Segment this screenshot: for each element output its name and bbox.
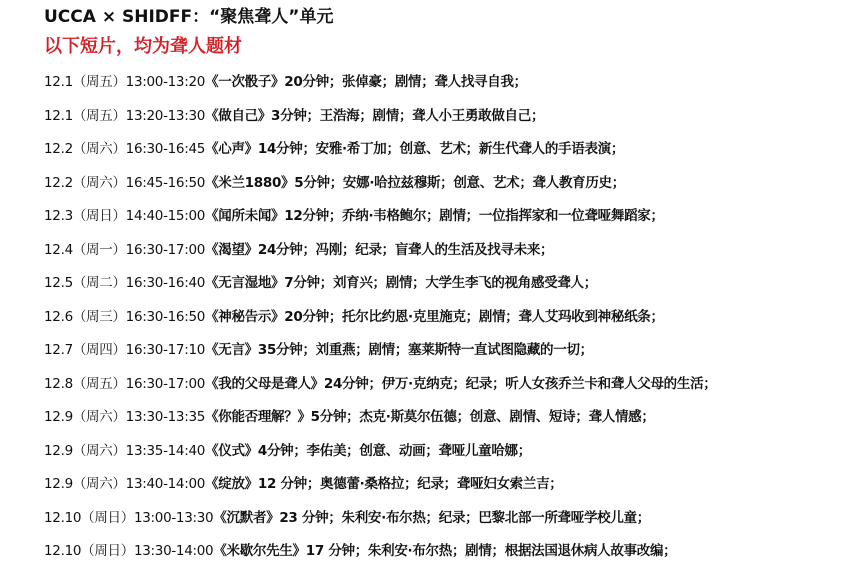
- film-details: 《米歇尔先生》17 分钟；朱利安·布尔热；剧情；根据法国退休病人故事改编；: [213, 543, 677, 559]
- screening-list: [44, 66, 856, 566]
- screening-time: 13:40-14:00: [125, 476, 206, 492]
- film-details: 《一次骰子》20分钟；张倬豪；剧情；聋人找寻自我；: [205, 74, 527, 90]
- list-item: [44, 100, 856, 134]
- screening-time: 16:45-16:50: [125, 174, 206, 191]
- page-title: UCCA × SHIDFF：“聚焦聋人”单元: [44, 7, 334, 27]
- list-item: [44, 435, 856, 469]
- screening-date: 12.2（周六）: [44, 141, 126, 157]
- screening-date: 12.3（周日）: [44, 208, 126, 224]
- list-item: [44, 535, 856, 566]
- list-item: [44, 234, 856, 268]
- screening-date: 12.4（周一）: [44, 241, 126, 258]
- film-details: 《渴望》24分钟；冯刚；纪录；盲聋人的生活及找寻未来；: [205, 241, 554, 258]
- list-item: [44, 301, 856, 335]
- list-item: [44, 267, 856, 301]
- film-details: 《闻所未闻》12分钟；乔纳·韦格鲍尔；剧情；一位指挥家和一位聋哑舞蹈家；: [205, 208, 664, 224]
- screening-date: 12.10（周日）: [44, 509, 134, 526]
- screening-time: 16:30-16:45: [125, 141, 206, 157]
- list-item: [44, 468, 856, 502]
- screening-date: 12.6（周三）: [44, 308, 126, 325]
- screening-time: 16:30-17:00: [125, 375, 206, 392]
- film-details: 《无言湿地》7分钟；刘育兴；剧情；大学生李飞的视角感受聋人；: [205, 275, 597, 291]
- screening-time: 13:30-14:00: [133, 543, 214, 559]
- film-details: 《无言》35分钟；刘重燕；剧情；塞莱斯特一直试图隐藏的一切；: [205, 342, 593, 358]
- screening-date: 12.10（周日）: [44, 543, 134, 559]
- list-item: [44, 66, 856, 100]
- screening-time: 13:35-14:40: [125, 442, 206, 459]
- film-details: 《仪式》4分钟；李佑美；创意、动画；聋哑儿童哈娜；: [205, 442, 531, 459]
- film-details: 《绽放》12 分钟；奥德蕾·桑格拉；纪录；聋哑妇女索兰吉；: [205, 476, 563, 492]
- document-page: [44, 6, 856, 566]
- screening-date: 12.2（周六）: [44, 174, 126, 191]
- screening-date: 12.7（周四）: [44, 342, 126, 358]
- screening-time: 13:20-13:30: [125, 107, 206, 124]
- film-details: 《我的父母是聋人》24分钟；伊万·克纳克；纪录；听人女孩乔兰卡和聋人父母的生活；: [205, 375, 717, 392]
- screening-time: 13:00-13:20: [125, 74, 206, 90]
- screening-date: 12.9（周六）: [44, 442, 126, 459]
- film-details: 《你能否理解？》5分钟；杰克·斯莫尔伍德；创意、剧情、短诗；聋人情感；: [205, 409, 655, 425]
- list-item: [44, 200, 856, 234]
- list-item: [44, 167, 856, 201]
- list-item: [44, 401, 856, 435]
- screening-date: 12.8（周五）: [44, 375, 126, 392]
- screening-time: 16:30-16:40: [125, 275, 206, 291]
- list-item: [44, 368, 856, 402]
- screening-time: 16:30-16:50: [125, 308, 206, 325]
- screening-date: 12.5（周二）: [44, 275, 126, 291]
- screening-date: 12.9（周六）: [44, 476, 126, 492]
- film-details: 《心声》14分钟；安雅·希丁加；创意、艺术；新生代聋人的手语表演；: [205, 141, 625, 157]
- screening-date: 12.1（周五）: [44, 74, 126, 90]
- screening-time: 13:00-13:30: [133, 509, 214, 526]
- screening-date: 12.1（周五）: [44, 107, 126, 124]
- screening-time: 13:30-13:35: [125, 409, 206, 425]
- list-item: [44, 334, 856, 368]
- film-details: 《沉默者》23 分钟；朱利安·布尔热；纪录；巴黎北部一所聋哑学校儿童；: [213, 509, 650, 526]
- screening-time: 14:40-15:00: [125, 208, 206, 224]
- list-item: [44, 502, 856, 536]
- screening-date: 12.9（周六）: [44, 409, 126, 425]
- screening-time: 16:30-17:10: [125, 342, 206, 358]
- film-details: 《神秘告示》20分钟；托尔比约恩·克里施克；剧情；聋人艾玛收到神秘纸条；: [205, 308, 664, 325]
- film-details: 《做自己》3分钟；王浩海；剧情；聋人小王勇敢做自己；: [205, 107, 545, 124]
- film-details: 《米兰1880》5分钟；安娜·哈拉兹穆斯；创意、艺术；聋人教育历史；: [205, 174, 625, 191]
- screening-time: 16:30-17:00: [125, 241, 206, 258]
- list-item: [44, 133, 856, 167]
- section-subtitle: 以下短片，均为聋人题材: [44, 36, 242, 57]
